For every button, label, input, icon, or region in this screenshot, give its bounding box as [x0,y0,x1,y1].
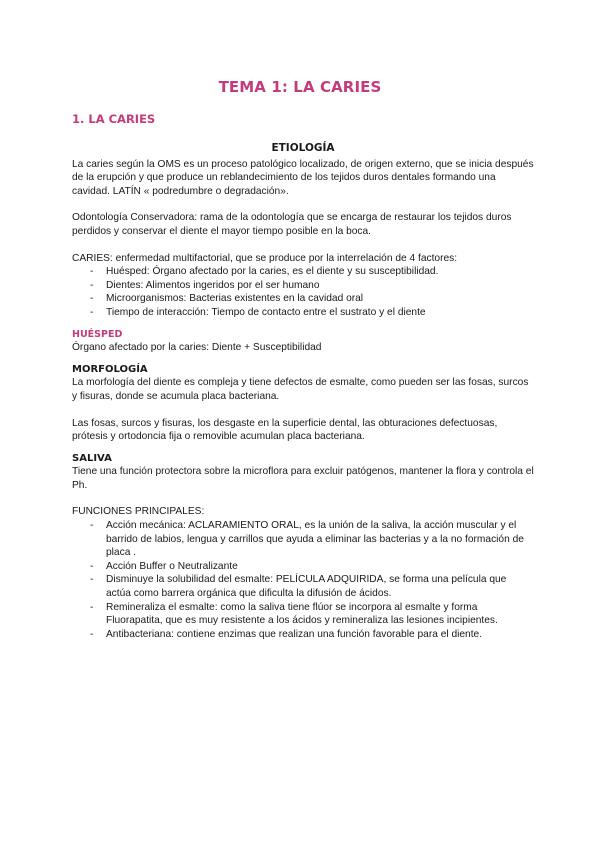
list-item: - Antibacteriana: contiene enzimas que realizan una función favorable para el diente. [90,628,483,640]
bullet-dash: - [90,293,94,305]
bullet-dash: - [90,279,94,291]
document-body [72,142,534,641]
etiologia-heading: ETIOLOGÍA [271,142,335,154]
bullet-dash: - [90,266,94,278]
morfologia-paragraph-1: La morfología del diente es compleja y tiene defectos de esmalte, como pueden ser las fosas, surcos y fisuras, donde se acumula placa bacteriana. [72,377,529,402]
bullet-dash: - [90,628,94,640]
factors-list [72,265,534,319]
morfologia-heading: MORFOLOGÍA [72,363,148,375]
huesped-heading: HUÉSPED [72,328,123,340]
huesped-text: Órgano afectado por la caries: Diente + Susceptibilidad [72,342,322,354]
odontologia-paragraph: Odontología Conservadora: rama de la odontología que se encarga de restaurar los tejidos duros perdidos y conservar el diente el mayor tiempo posible en la boca. [72,212,512,237]
section-heading: 1. LA CARIES [72,112,156,126]
list-item: - Microorganismos: Bacterias existentes en la cavidad oral [90,293,364,305]
list-item: - Disminuye la solubilidad del esmalte: PELÍCULA ADQUIRIDA, se forma una película que actúa como barrera orgánica que dificulta la difusión de ácidos. [90,574,507,600]
saliva-text: Tiene una función protectora sobre la microflora para excluir patógenos, mantener la flora y controla el Ph. [72,466,534,491]
bullet-dash: - [90,574,94,586]
saliva-heading: SALIVA [72,452,112,464]
bullet-dash: - [90,520,94,532]
morfologia-paragraph-2: Las fosas, surcos y fisuras, los desgaste en la superficie dental, las obturaciones defectuosas, prótesis y ortodoncia fija o removible acumulan placa bacteriana. [72,417,498,443]
list-item: - Dientes: Alimentos ingeridos por el ser humano [90,279,320,291]
list-item: - Acción Buffer o Neutralizante [90,560,238,572]
bullet-dash: - [90,306,94,318]
list-item: - Acción mecánica: ACLARAMIENTO ORAL, es la unión de la saliva, la acción muscular y el barrido de labios, lengua y carrillos que ayuda a eliminar las bacterias y a la no formación de placa . [90,520,524,559]
list-item: - Huésped: Órgano afectado por la caries, es el diente y su susceptibilidad. [90,266,439,278]
caries-definition: CARIES: enfermedad multifactorial, que se produce por la interrelación de 4 factores: [72,252,458,264]
list-item: - Tiempo de interacción: Tiempo de contacto entre el sustrato y el diente [90,306,426,318]
intro-paragraph: La caries según la OMS es un proceso patológico localizado, de origen externo, que se inicia después de la erupción y que produce un reblandecimiento de los tejidos duros dentales formando una cavidad. LATÍN « podredumbre o degradación». [72,158,534,197]
bullet-dash: - [90,601,94,613]
funciones-list [72,519,534,641]
bullet-dash: - [90,560,94,572]
page-title: TEMA 1: LA CARIES [218,78,382,96]
funciones-heading: FUNCIONES PRINCIPALES: [72,506,205,518]
list-item: - Remineraliza el esmalte: como la saliva tiene flúor se incorpora al esmalte y forma Fluorapatita, que es muy resistente a los ácidos y remineraliza las lesiones incipientes. [90,601,498,627]
